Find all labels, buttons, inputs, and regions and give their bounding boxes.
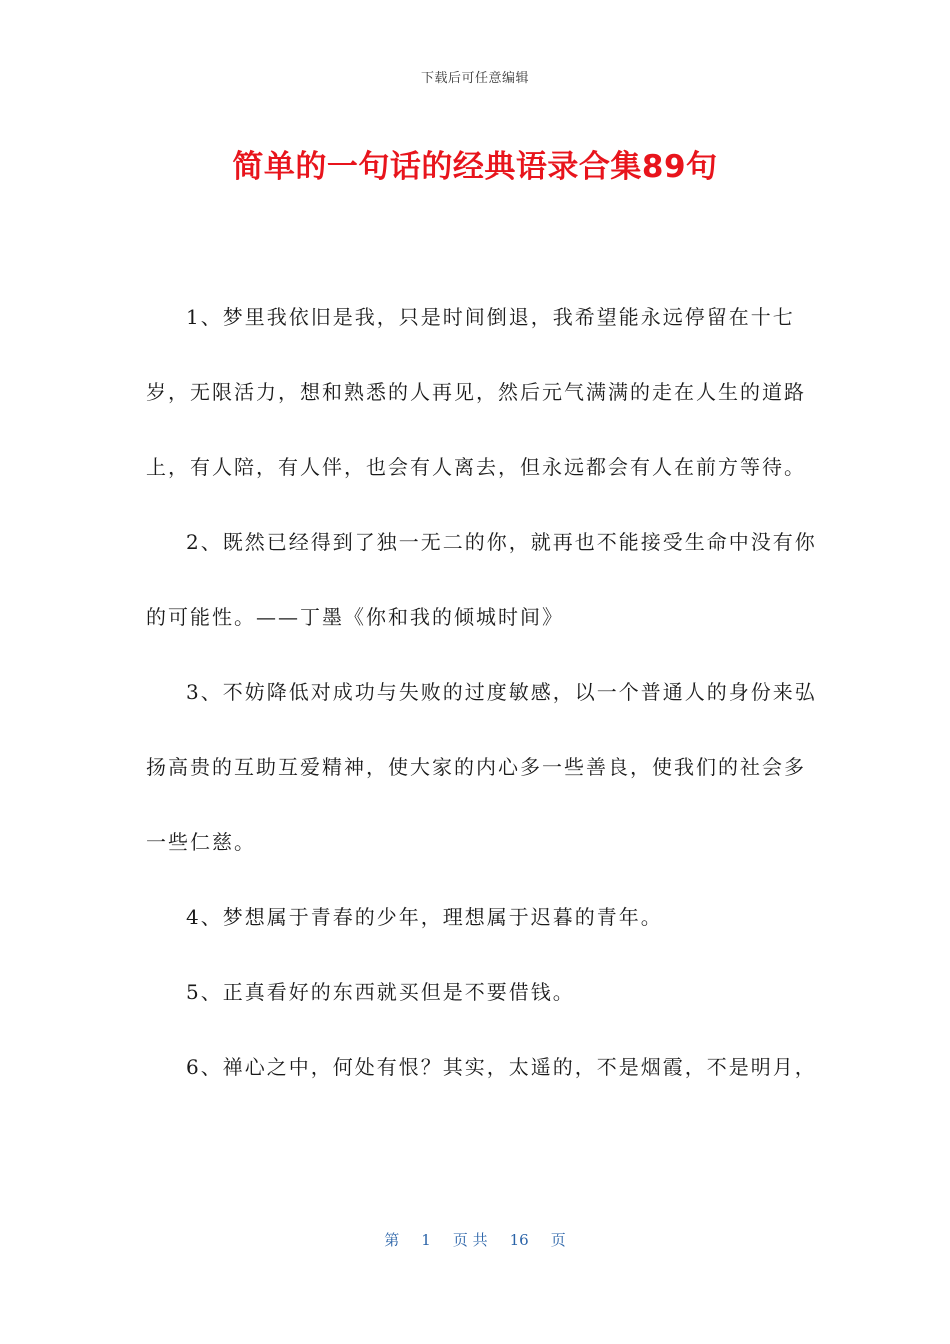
paragraph-3: 3、不妨降低对成功与失败的过度敏感，以一个普通人的身份来弘扬高贵的互助互爱精神，使大家的内心多一些善良，使我们的社会多一些仁慈。: [146, 680, 817, 854]
paragraph-6: 6、禅心之中，何处有恨？其实，太遥的，不是烟霞，不是明月，: [186, 1055, 817, 1079]
header-note: 下载后可任意编辑: [420, 71, 529, 86]
paragraph-5: 5、正真看好的东西就买但是不要借钱。: [186, 980, 575, 1004]
paragraph-2: 2、既然已经得到了独一无二的你，就再也不能接受生命中没有你的可能性。——丁墨《你和我的倾城时间》: [146, 530, 817, 629]
paragraph-1: 1、梦里我依旧是我，只是时间倒退，我希望能永远停留在十七岁，无限活力，想和熟悉的人再见，然后元气满满的走在人生的道路上，有人陪，有人伴，也会有人离去，但永远都会有人在前方等待。: [146, 305, 806, 479]
page-number: 1: [421, 1231, 431, 1249]
document-body: [146, 280, 818, 1105]
total-pages: 16: [509, 1231, 529, 1249]
page-footer: [0, 1229, 950, 1250]
paragraph-4: 4、梦想属于青春的少年，理想属于迟暮的青年。: [186, 905, 663, 929]
page-prefix: 第: [384, 1231, 400, 1249]
document-title: 简单的一句话的经典语录合集89句: [232, 149, 718, 185]
page-middle: 页 共: [452, 1231, 488, 1249]
page-suffix: 页: [550, 1231, 566, 1249]
